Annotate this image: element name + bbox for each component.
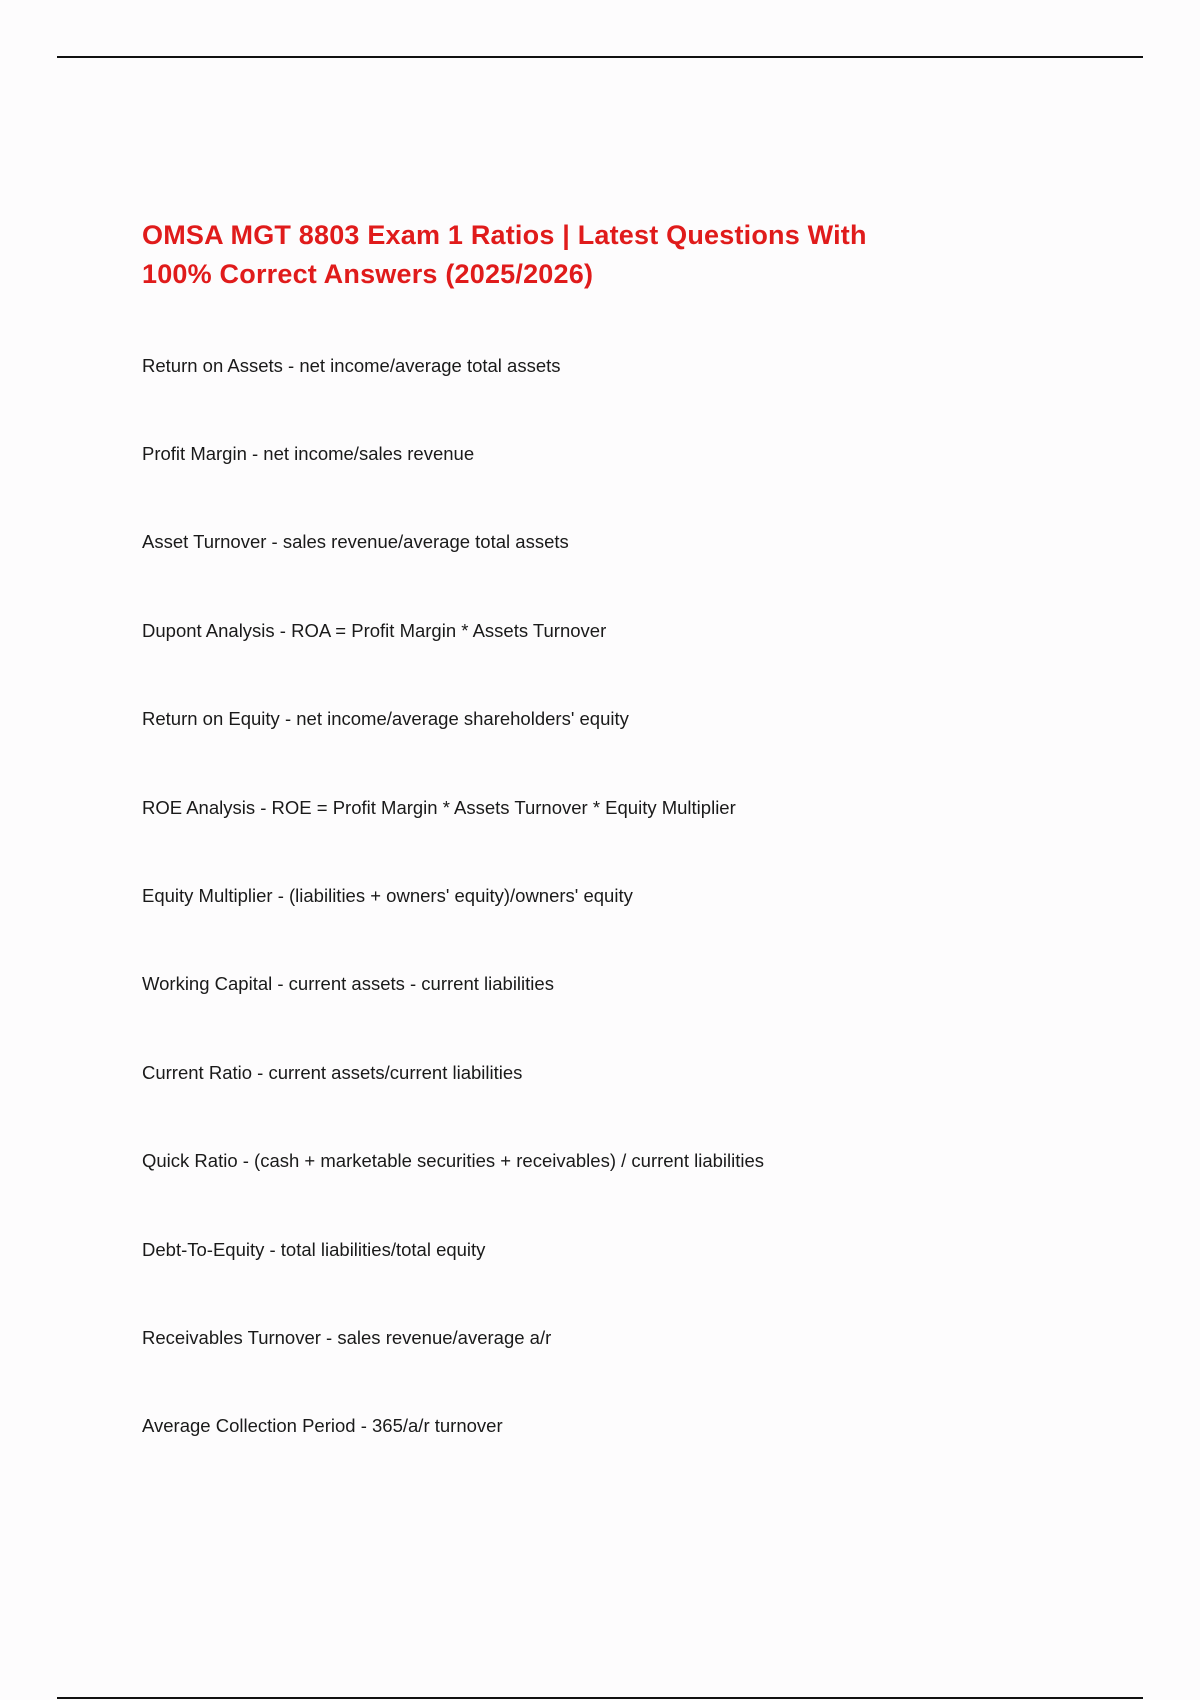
ratio-entry-current-ratio: Current Ratio - current assets/current liabilities (142, 1062, 523, 1083)
header-rule (57, 56, 1143, 58)
ratio-entry-return-on-equity: Return on Equity - net income/average shareholders' equity (142, 708, 629, 729)
ratio-entry-dupont-analysis: Dupont Analysis - ROA = Profit Margin * Assets Turnover (142, 620, 607, 641)
ratio-entry-roe-analysis: ROE Analysis - ROE = Profit Margin * Assets Turnover * Equity Multiplier (142, 797, 736, 818)
document-title (142, 216, 1042, 294)
ratio-entry-return-on-assets: Return on Assets - net income/average total assets (142, 355, 561, 376)
ratio-entry-profit-margin: Profit Margin - net income/sales revenue (142, 443, 475, 464)
ratio-entry-equity-multiplier: Equity Multiplier - (liabilities + owners' equity)/owners' equity (142, 885, 633, 906)
title-line-2: 100% Correct Answers (2025/2026) (142, 259, 594, 289)
ratio-entry-average-collection-period: Average Collection Period - 365/a/r turnover (142, 1415, 503, 1436)
title-line-1: OMSA MGT 8803 Exam 1 Ratios | Latest Questions With (142, 220, 867, 250)
footer-rule (57, 1697, 1143, 1699)
ratio-entry-debt-to-equity: Debt-To-Equity - total liabilities/total equity (142, 1239, 486, 1260)
ratio-entry-working-capital: Working Capital - current assets - current liabilities (142, 973, 554, 994)
ratio-entry-quick-ratio: Quick Ratio - (cash + marketable securities + receivables) / current liabilities (142, 1150, 765, 1171)
ratio-entry-asset-turnover: Asset Turnover - sales revenue/average total assets (142, 531, 569, 552)
ratio-entry-receivables-turnover: Receivables Turnover - sales revenue/average a/r (142, 1327, 552, 1348)
